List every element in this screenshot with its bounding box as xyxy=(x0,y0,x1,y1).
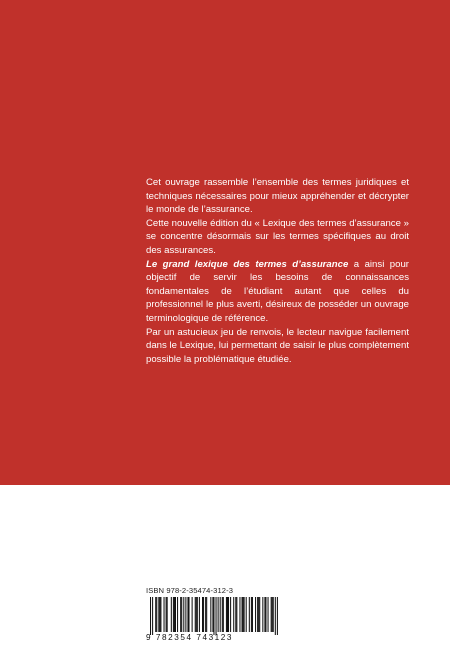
barcode-bar xyxy=(275,597,276,635)
barcode-bar xyxy=(177,597,178,632)
barcode-bar xyxy=(236,597,237,632)
barcode-bar xyxy=(218,597,219,632)
barcode-bar xyxy=(244,597,245,632)
barcode-bar xyxy=(239,597,240,632)
barcode-bar xyxy=(255,597,256,632)
barcode-bar xyxy=(277,597,278,635)
barcode-bar xyxy=(199,597,200,632)
barcode-bar xyxy=(273,597,274,632)
barcode-bar xyxy=(210,597,211,632)
barcode-bar xyxy=(152,597,153,635)
barcode-bar xyxy=(159,597,160,632)
barcode-icon xyxy=(146,597,278,635)
barcode-bar xyxy=(166,597,167,632)
blurb-paragraph-2: Cette nouvelle édition du « Lexique des termes d’assurance » se concentre désormais sur les termes spécifiques au droit des assurances. xyxy=(146,217,409,256)
barcode-bar xyxy=(243,597,244,632)
barcode-bar xyxy=(268,597,269,632)
barcode-bar xyxy=(196,597,197,632)
barcode-bar xyxy=(222,597,223,632)
barcode-bar xyxy=(160,597,161,632)
barcode-bar xyxy=(272,597,273,632)
barcode-bar xyxy=(251,597,252,632)
barcode-bar xyxy=(197,597,198,632)
barcode-bar xyxy=(195,597,196,632)
barcode-bar xyxy=(213,597,214,635)
barcode-bar xyxy=(233,597,234,632)
barcode-bar xyxy=(180,597,181,632)
barcode-bar xyxy=(228,597,229,632)
barcode-bar xyxy=(252,597,253,632)
barcode-bar xyxy=(164,597,165,632)
barcode-bar xyxy=(192,597,193,632)
barcode-bar xyxy=(265,597,266,632)
barcode-bar xyxy=(230,597,231,632)
barcode-bar xyxy=(216,597,217,635)
barcode-bar xyxy=(173,597,174,632)
barcode-bar xyxy=(226,597,227,632)
barcode-digits: 9 782354 743123 xyxy=(146,633,233,642)
barcode-bar xyxy=(203,597,204,632)
barcode-bar xyxy=(171,597,172,632)
barcode-bar xyxy=(220,597,221,632)
barcode-bar xyxy=(227,597,228,632)
barcode-bar xyxy=(206,597,207,632)
barcode-bar xyxy=(187,597,188,632)
blurb-paragraph-4: Par un astucieux jeu de renvois, le lecteur navigue facilement dans le Lexique, lui permettant de saisir le plus complètement possible la problématique étudiée. xyxy=(146,326,409,365)
barcode-bar xyxy=(249,597,250,632)
barcode-bar xyxy=(259,597,260,632)
barcode-bar xyxy=(242,597,243,632)
barcode-bar xyxy=(181,597,182,632)
book-title-emphasis: Le grand lexique des termes d’assurance xyxy=(146,258,349,270)
barcode-bar xyxy=(258,597,259,632)
blurb-paragraph-3 xyxy=(146,258,409,326)
barcode-area xyxy=(146,586,278,656)
barcode-bar xyxy=(175,597,176,632)
barcode-bar xyxy=(188,597,189,632)
barcode-bar xyxy=(223,597,224,632)
barcode-bar xyxy=(156,597,157,632)
isbn-label: ISBN 978-2-35474-312-3 xyxy=(146,586,234,595)
barcode-bar xyxy=(264,597,265,632)
barcode-bar xyxy=(183,597,184,632)
barcode-bar xyxy=(185,597,186,632)
barcode-bar xyxy=(167,597,168,632)
barcode-bar xyxy=(205,597,206,632)
barcode-bar xyxy=(212,597,213,632)
barcode-bar xyxy=(202,597,203,632)
barcode-bar xyxy=(150,597,151,635)
barcode-bar xyxy=(271,597,272,632)
barcode-bar xyxy=(246,597,247,632)
barcode-bar xyxy=(174,597,175,632)
barcode-bar xyxy=(155,597,156,632)
back-cover-blurb xyxy=(146,176,409,366)
barcode-bar xyxy=(158,597,159,632)
barcode-bar xyxy=(235,597,236,632)
barcode-bar xyxy=(257,597,258,632)
blurb-paragraph-1: Cet ouvrage rassemble l’ensemble des termes juridiques et techniques nécessaires pour mieux appréhender et décrypter le monde de l’assurance. xyxy=(146,177,409,216)
barcode-bar xyxy=(262,597,263,632)
blurb-paragraph-3-rest: a ainsi pour objectif de servir les besoins de connaissances fondamentales de l’étudiant autant que celles du professionnel le plus averti, désireux de posséder un ouvrage terminologique de référence. xyxy=(146,258,409,324)
